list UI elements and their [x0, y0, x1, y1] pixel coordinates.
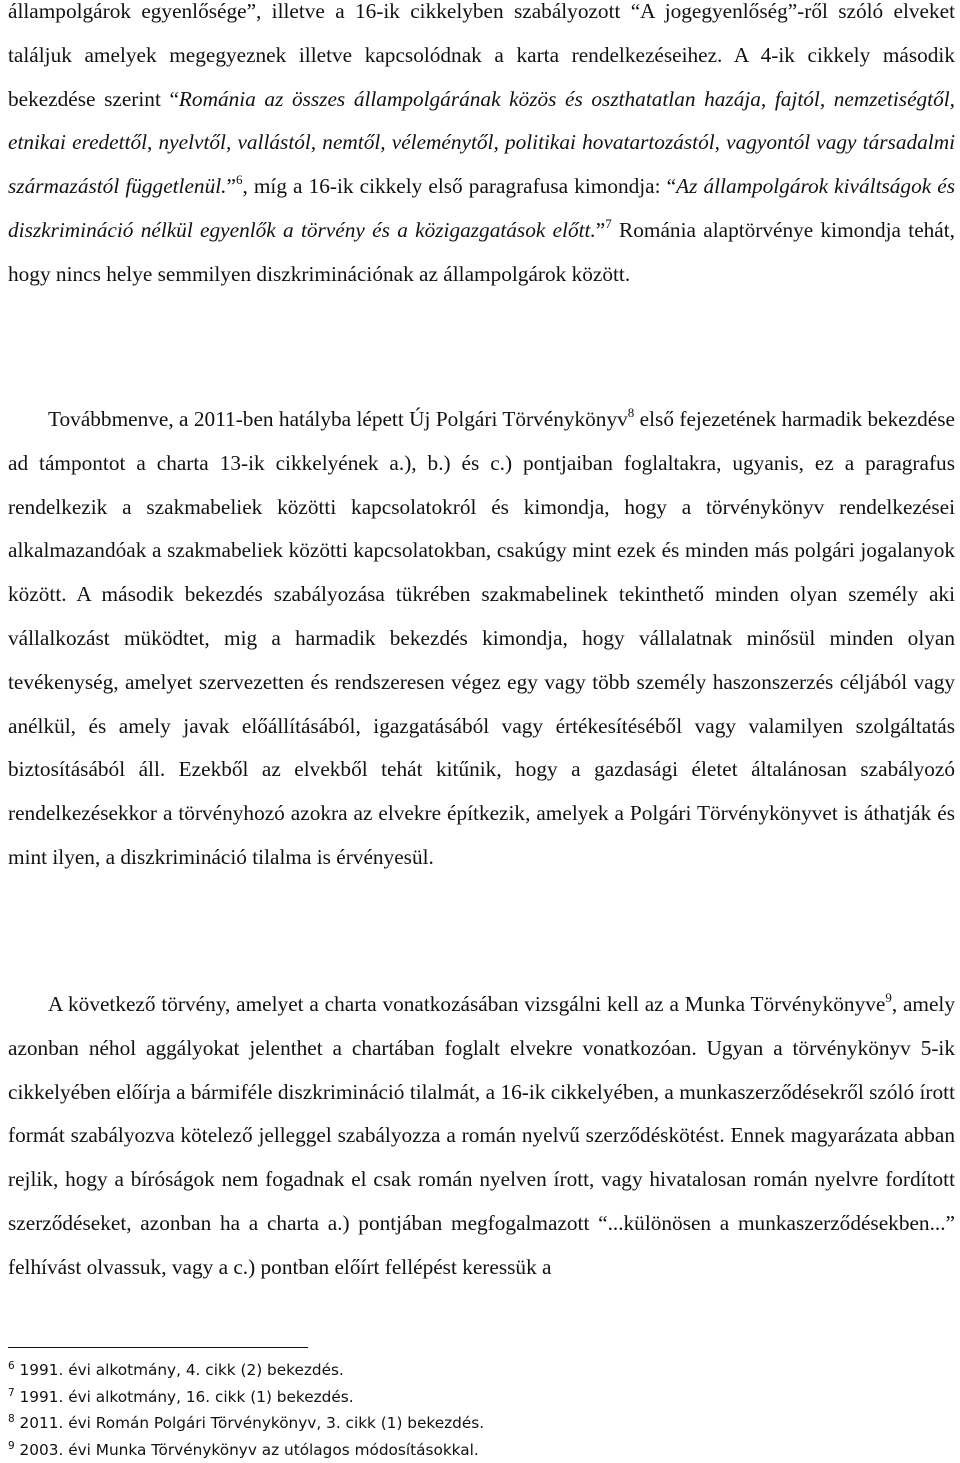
closing-quote-mark: ”	[226, 174, 235, 198]
paragraph-2-text-a: Továbbmenve, a 2011-ben hatályba lépett Új Polgári Törvénykönyv	[48, 407, 628, 431]
footnote-9	[8, 1437, 955, 1463]
footnote-number: 8	[8, 1413, 15, 1425]
paragraph-3-text-b: , amely azonban néhol aggályokat jelenthet a chartában foglalt elvekre vonatkozóan. Ugyan a törvénykönyv 5-ik cikkelyében előírja a bármiféle diszkrimináció tilalmát, a 16-ik cikkelyében, a munkaszerződésekről szóló írott formát szabályozva kötelező jelleggel szabályozza a román nyelvű szerződéskötést. Ennek magyarázata abban rejlik, hogy a bíróságok nem fogadnak el csak román nyelven írott, vagy hivatalosan román nyelvre fordított szerződéseket, azonban ha a charta a.) pontjában megfogalmazott “...különösen a munkaszerződésekben...” felhívást olvassuk, vagy a c.) pontban előírt fellépést keressük a	[8, 992, 955, 1279]
quote-constitution-art16: Az állampolgárok kiváltságok és diszkrimináció nélkül egyenlők a törvény és a közigazgatások előtt.	[8, 174, 955, 242]
paragraph-1-text-b: , míg a 16-ik cikkely első paragrafusa kimondja: “	[242, 174, 676, 198]
paragraph-3	[8, 983, 955, 1290]
footnote-ref-6: 6	[236, 172, 243, 187]
footnote-8	[8, 1410, 955, 1437]
footnote-number: 9	[8, 1440, 15, 1452]
paragraph-1-text-a: állampolgárok egyenlősége”, illetve a 16-ik cikkelyben szabályozott “A jogegyenlőség”-ről szóló elveket találjuk amelyek megegyeznek illetve kapcsolódnak a karta rendelkezéseihez. A 4-ik cikkely második bekezdése szerint “	[8, 0, 955, 111]
footnote-number: 6	[8, 1360, 15, 1372]
footnote-text: 2003. évi Munka Törvénykönyv az utólagos módosításokkal.	[15, 1441, 479, 1459]
paragraph-1	[8, 0, 955, 297]
footnote-ref-9: 9	[885, 990, 892, 1005]
footnote-text: 1991. évi alkotmány, 4. cikk (2) bekezdés.	[15, 1361, 344, 1379]
closing-quote-mark: ”	[596, 218, 605, 242]
footnote-ref-8: 8	[628, 405, 635, 420]
quote-constitution-art4: Románia az összes állampolgárának közös és oszthatatlan hazája, fajtól, nemzetiségtől, etnikai eredettől, nyelvtől, vallástól, nemtől, véleménytől, politikai hovatartozástól, vagyontól vagy társadalmi származástól függetlenül.	[8, 87, 955, 199]
paragraph-2-text-b: első fejezetének harmadik bekezdése ad támpontot a charta 13-ik cikkelyének a.), b.) és c.) pontjaiban foglaltakra, ugyanis, ez a paragrafus rendelkezik a szakmabeliek közötti kapcsolatokról és kimondja, hogy a törvénykönyv rendelkezései alkalmazandóak a szakmabeliek közötti kapcsolatokban, csakúgy mint ezek és minden más polgári jogalanyok között. A második bekezdés szabályozása tükrében szakmabelinek tekinthető minden olyan személy aki vállalkozást müködtet, mig a harmadik bekezdés kimondja, hogy vállalatnak minősül minden olyan tevékenység, amelyet szervezetten és rendszeresen végez egy vagy több személy haszonszerzés céljából vagy anélkül, és amely javak előállításából, igazgatásából vagy értékesítéséből vagy valamilyen szolgáltatás biztosításából áll. Ezekből az elvekből tehát kitűnik, hogy a gazdasági életet általánosan szabályozó rendelkezésekkor a törvényhozó azokra az elvekre építkezik, amelyek a Polgári Törvénykönyvet is áthatják és mint ilyen, a diszkrimináció tilalma is érvényesül.	[8, 407, 955, 869]
footnote-ref-7: 7	[605, 216, 612, 231]
paragraph-3-text-a: A következő törvény, amelyet a charta vonatkozásában vizsgálni kell az a Munka Törvénykönyve	[48, 992, 885, 1016]
footnote-number: 7	[8, 1387, 15, 1399]
paragraph-1-text-c: Románia alaptörvénye kimondja tehát, hogy nincs helye semmilyen diszkriminációnak az állampolgárok között.	[8, 218, 955, 286]
footnote-text: 1991. évi alkotmány, 16. cikk (1) bekezdés.	[15, 1388, 354, 1406]
footnotes	[8, 1357, 955, 1463]
footnote-6	[8, 1357, 955, 1384]
paragraph-2	[8, 398, 955, 880]
footnote-text: 2011. évi Román Polgári Törvénykönyv, 3. cikk (1) bekezdés.	[15, 1414, 484, 1432]
footnote-separator	[8, 1347, 308, 1348]
footnote-7	[8, 1384, 955, 1411]
